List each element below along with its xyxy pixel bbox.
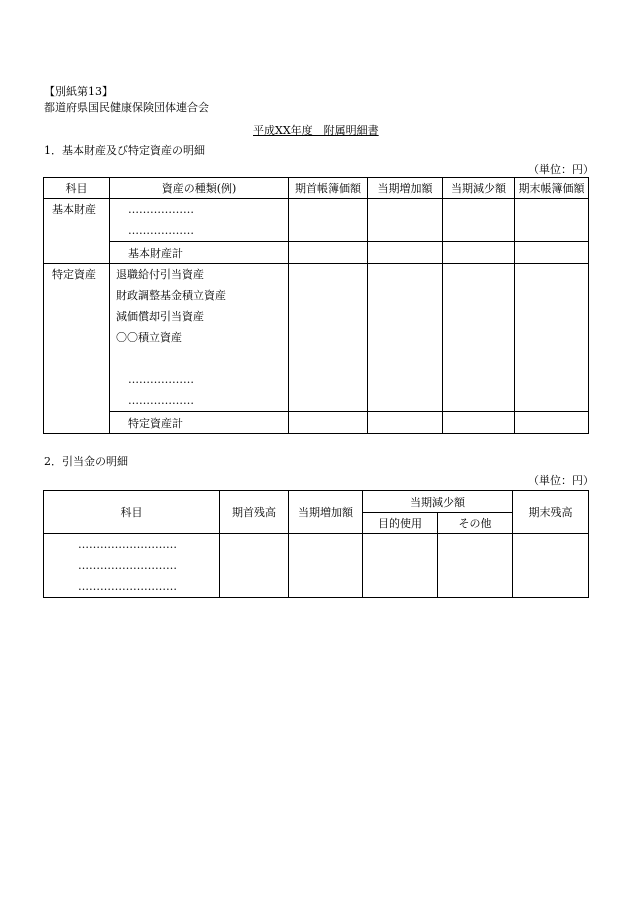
- basic-assets-label-cell: [44, 199, 110, 264]
- col-closing-book-value: 期末帳簿価額: [515, 178, 589, 199]
- value-cell: [443, 199, 515, 242]
- value-cell: [368, 242, 443, 264]
- assets-table: [43, 177, 589, 434]
- assets-header-row: [44, 178, 589, 199]
- value-cell: [515, 264, 589, 412]
- section2-heading: 2．引当金の明細: [44, 455, 128, 468]
- list-item: ………………………: [78, 559, 177, 572]
- specific-assets-row: [44, 264, 589, 412]
- list-item: ………………………: [78, 580, 177, 593]
- document-title: 平成XX年度 附属明細書: [253, 124, 379, 137]
- col-closing-balance: 期末残高: [513, 491, 589, 534]
- list-item: 退職給付引当資産: [116, 268, 204, 281]
- col-increase: 当期増加額: [289, 491, 363, 534]
- list-item: 財政調整基金積立資産: [116, 289, 226, 302]
- value-cell: [363, 534, 438, 598]
- specific-assets-label-cell: [44, 264, 110, 434]
- value-cell: [289, 534, 363, 598]
- value-cell: [443, 412, 515, 434]
- section2-unit: （単位：円）: [528, 474, 594, 487]
- col-subject: 科目: [44, 178, 110, 199]
- col-decrease: 当期減少額: [443, 178, 515, 199]
- list-item: ………………: [128, 203, 194, 216]
- list-item: ………………………: [78, 538, 177, 551]
- allowances-header-row-1: [44, 491, 589, 513]
- list-item: 減価償却引当資産: [116, 310, 204, 323]
- value-cell: [289, 264, 368, 412]
- section1-unit: （単位：円）: [528, 163, 594, 176]
- value-cell: [438, 534, 513, 598]
- allowances-items-cell: [44, 534, 220, 598]
- basic-assets-label: 基本財産: [52, 203, 96, 216]
- value-cell: [515, 242, 589, 264]
- col-purpose-use: 目的使用: [363, 513, 438, 534]
- col-subject: 科目: [44, 491, 220, 534]
- specific-assets-total-row: [44, 412, 589, 434]
- basic-assets-items-cell: [110, 199, 289, 242]
- value-cell: [289, 199, 368, 242]
- value-cell: [368, 264, 443, 412]
- list-item: ………………: [128, 373, 194, 386]
- value-cell: [289, 412, 368, 434]
- value-cell: [443, 242, 515, 264]
- allowances-table: [43, 490, 589, 598]
- basic-assets-total-label: 基本財産計: [110, 242, 289, 264]
- value-cell: [443, 264, 515, 412]
- specific-assets-items-cell: [110, 264, 289, 412]
- value-cell: [515, 412, 589, 434]
- list-item: 〇〇積立資産: [116, 331, 182, 344]
- value-cell: [368, 199, 443, 242]
- specific-assets-label: 特定資産: [52, 268, 96, 281]
- value-cell: [513, 534, 589, 598]
- specific-assets-total-label: 特定資産計: [110, 412, 289, 434]
- list-item: ………………: [128, 394, 194, 407]
- value-cell: [368, 412, 443, 434]
- basic-assets-row: [44, 199, 589, 242]
- col-decrease: 当期減少額: [363, 491, 513, 513]
- organization-name: 都道府県国民健康保険団体連合会: [44, 101, 209, 114]
- value-cell: [515, 199, 589, 242]
- col-opening-balance: 期首残高: [220, 491, 289, 534]
- basic-assets-total-row: [44, 242, 589, 264]
- col-opening-book-value: 期首帳簿価額: [289, 178, 368, 199]
- allowances-body-row: [44, 534, 589, 598]
- col-other: その他: [438, 513, 513, 534]
- value-cell: [289, 242, 368, 264]
- annex-label: 【別紙第13】: [44, 85, 113, 98]
- list-item: ………………: [128, 224, 194, 237]
- col-increase: 当期増加額: [368, 178, 443, 199]
- section1-heading: 1．基本財産及び特定資産の明細: [44, 144, 205, 157]
- col-asset-type: 資産の種類(例): [110, 178, 289, 199]
- value-cell: [220, 534, 289, 598]
